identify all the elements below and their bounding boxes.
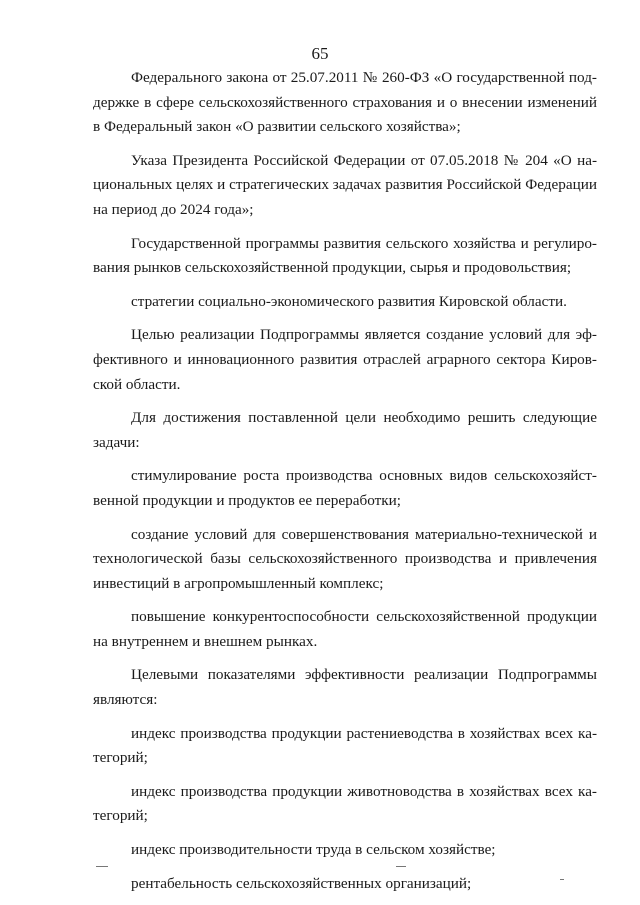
paragraph-11 (93, 722, 597, 771)
scan-speck (96, 866, 108, 867)
text-line: Федерального закона от 25.07.2011 № 260-ФЗ «О государственной под- (131, 69, 597, 86)
text-line: на период до 2024 года»; (93, 200, 254, 218)
paragraph-2 (93, 149, 597, 223)
text-line: являются: (93, 691, 158, 709)
paragraph-3 (93, 232, 597, 281)
text-line: рентабельность сельскохозяйственных организаций; (131, 874, 472, 892)
page-number: 65 (311, 44, 329, 63)
paragraph-14 (93, 872, 597, 897)
text-line: индекс производительности труда в сельском хозяйстве; (131, 841, 496, 859)
text-line: индекс производства продукции растениеводства в хозяйствах всех ка- (131, 724, 597, 742)
text-line: тегорий; (93, 807, 148, 825)
text-line: в Федеральный закон «О развитии сельского хозяйства»; (93, 118, 461, 136)
text-line: Указа Президента Российской Федерации от 07.05.2018 № 204 «О на- (131, 151, 597, 169)
text-line: Государственной программы развития сельского хозяйства и регулиро- (131, 234, 597, 252)
text-line: индекс производства продукции животноводства в хозяйствах всех ка- (131, 782, 597, 800)
scan-speck (396, 866, 406, 867)
paragraph-4 (93, 290, 597, 315)
scan-speck (560, 879, 564, 880)
text-line: задачи: (93, 433, 140, 451)
paragraph-10 (93, 663, 597, 712)
text-line: циональных целях и стратегических задачах развития Российской Федерации (93, 176, 597, 194)
text-line: тегорий; (93, 749, 148, 767)
text-line: венной продукции и продуктов ее переработки; (93, 491, 401, 509)
paragraph-1 (93, 66, 597, 140)
text-line: ской области. (93, 375, 181, 393)
paragraph-7 (93, 464, 597, 513)
text-line: держке в сфере сельскохозяйственного страхования и о внесении изменений (93, 93, 597, 111)
text-line: на внутреннем и внешнем рынках. (93, 632, 318, 650)
paragraph-8 (93, 523, 597, 597)
text-line: Для достижения поставленной цели необходимо решить следующие (131, 409, 597, 427)
text-line: инвестиций в агропромышленный комплекс; (93, 574, 384, 592)
text-line: стратегии социально-экономического развития Кировской области. (131, 292, 567, 310)
paragraph-13 (93, 838, 597, 863)
paragraph-5 (93, 323, 597, 397)
text-line: повышение конкурентоспособности сельскохозяйственной продукции (131, 608, 597, 626)
text-line: стимулирование роста производства основных видов сельскохозяйст- (131, 467, 597, 485)
paragraph-12 (93, 780, 597, 829)
text-line: фективного и инновационного развития отраслей аграрного сектора Киров- (93, 350, 597, 368)
text-line: вания рынков сельскохозяйственной продукции, сырья и продовольствия; (93, 259, 572, 277)
document-body (93, 66, 597, 905)
text-line: Целью реализации Подпрограммы является создание условий для эф- (131, 326, 597, 344)
text-line: технологической базы сельскохозяйственного производства и привлечения (93, 550, 597, 568)
text-line: создание условий для совершенствования материально-технической и (131, 525, 597, 543)
paragraph-9 (93, 605, 597, 654)
text-line: Целевыми показателями эффективности реализации Подпрограммы (131, 666, 597, 684)
paragraph-6 (93, 406, 597, 455)
